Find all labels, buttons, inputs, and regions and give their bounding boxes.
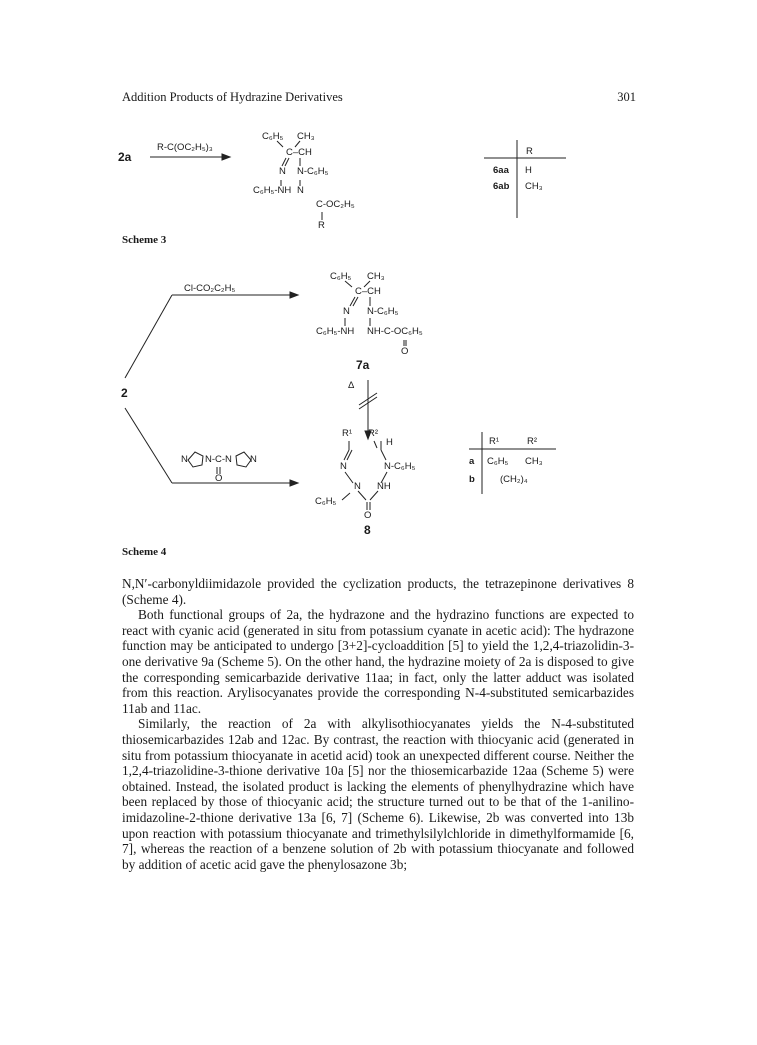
struct8-n-bottom: N: [354, 481, 361, 492]
scheme3-table-row-id: 6aa: [493, 165, 509, 176]
scheme4-table-row-r2: CH₃: [525, 456, 543, 467]
scheme3-ch3: CH₃: [297, 131, 315, 142]
scheme3-reagent: R-C(OC₂H₅)₃: [157, 142, 213, 153]
struct7-oxygen: O: [401, 346, 409, 357]
paragraph: N,N′-carbonyldiimidazole provided the cyclization products, the tetrazepinone derivatives 8 (Scheme 4).: [122, 576, 634, 607]
paragraph: Similarly, the reaction of 2a with alkylisothiocyanates yields the N-4-substituted thiosemicarbazides 12ab and 12ac. By contrast, the reaction with thiocyanic acid (generated in situ from potassium thiocyanate in acetid acid) took an unexpected different course. Neither the 1,2,4-triazolidine-3-thione derivative 10a [5] nor the thiosemicarbazide 12aa (Scheme 5) were obtained. Instead, the isolated product is lacking the elements of phenylhydrazine which have been replaced by those of thiocyanic acid; the structure turned out to be that of the 1-anilino-imidazoline-2-thione derivative 13a [6, 7] (Scheme 6). Likewise, 2b was converted into 13b upon reaction with potassium thiocyanate and trimethylsilylchloride in dimethylformamide [6, 7], whereas the reaction of a benzene solution of 2b with potassium thiocyanate and followed by addition of acetic acid gave the phenylosazone 3b;: [122, 716, 634, 872]
heat-symbol: Δ: [348, 380, 355, 391]
scheme3-n-left: N: [279, 166, 286, 177]
struct7-phenylhydrazine-nh: C₆H₅-NH: [316, 326, 355, 337]
cdi-n-left: N: [181, 454, 188, 465]
scheme3-start-compound: 2a: [118, 150, 132, 164]
scheme4-label: Scheme 4: [122, 546, 167, 558]
cdi-carbonyl: N-C-N: [205, 454, 232, 465]
struct7-c-ch: C–CH: [355, 286, 381, 297]
scheme3-table-header: R: [526, 146, 533, 157]
struct8-r1: R¹: [342, 428, 353, 439]
cdi-n-right: N: [250, 454, 257, 465]
scheme4-reagent-top: Cl-CO₂C₂H₅: [184, 283, 236, 294]
paragraph: Both functional groups of 2a, the hydrazone and the hydrazino functions are expected to react with cyanic acid (generated in situ from potassium cyanate in acetic acid): The hydrazone function may be anticipated to undergo [3+2]-cycloaddition [5] to yield the 1,2,4-triazolidin-3-one derivative 9a (Scheme 5). On the other hand, the hydrazine moiety of 2a is disposed to give the corresponding semicarbazide derivative 11aa; in fact, only the latter adduct was isolated from this reaction. Arylisocyanates provide the corresponding N-4-substituted semicarbazides 11ab and 11ac.: [122, 607, 634, 716]
scheme3-table-row-val: H: [525, 165, 532, 176]
running-title: Addition Products of Hydrazine Derivatives: [122, 90, 343, 104]
page-number: 301: [617, 90, 636, 104]
struct8-h: H: [386, 437, 393, 448]
scheme3-oc2h5: C-OC₂H₅: [316, 199, 355, 210]
scheme4-table-row-r1: C₆H₅: [487, 456, 509, 467]
scheme3-n-phenyl: N-C₆H₅: [297, 166, 329, 177]
struct8-c6h5: C₆H₅: [315, 496, 337, 507]
struct8-nh: NH: [377, 481, 391, 492]
scheme4-table-header-r1: R¹: [489, 436, 500, 447]
struct8-n-phenyl: N-C₆H₅: [384, 461, 416, 472]
struct7-carbamate: NH-C-OC₆H₅: [367, 326, 423, 337]
struct7-ch3: CH₃: [367, 271, 385, 282]
scheme4-table-row-id: b: [469, 474, 475, 485]
scheme3-n-c: N: [297, 185, 304, 196]
scheme4-table-header-r2: R²: [527, 436, 538, 447]
scheme4-table-row-both: (CH₂)₄: [500, 474, 528, 485]
scheme3-c6h5: C₆H₅: [262, 131, 284, 142]
scheme3-label: Scheme 3: [122, 234, 167, 246]
struct8-n-left: N: [340, 461, 347, 472]
scheme4-table-row-id: a: [469, 456, 475, 467]
struct7-n: N: [343, 306, 350, 317]
cdi-oxygen: O: [215, 473, 223, 484]
scheme4-start-compound: 2: [121, 386, 128, 400]
compound-8-label: 8: [364, 523, 371, 537]
scheme3-phenylhydrazine-nh: C₆H₅-NH: [253, 185, 292, 196]
scheme3-table-row-id: 6ab: [493, 181, 510, 192]
scheme3-table-row-val: CH₃: [525, 181, 543, 192]
compound-7a-label: 7a: [356, 358, 370, 372]
scheme3-c-ch: C–CH: [286, 147, 312, 158]
struct7-c6h5: C₆H₅: [330, 271, 352, 282]
struct8-oxygen: O: [364, 510, 372, 521]
scheme3-r: R: [318, 220, 325, 231]
struct8-r2: R²: [368, 428, 379, 439]
body-text: [122, 576, 634, 872]
struct7-n-phenyl: N-C₆H₅: [367, 306, 399, 317]
